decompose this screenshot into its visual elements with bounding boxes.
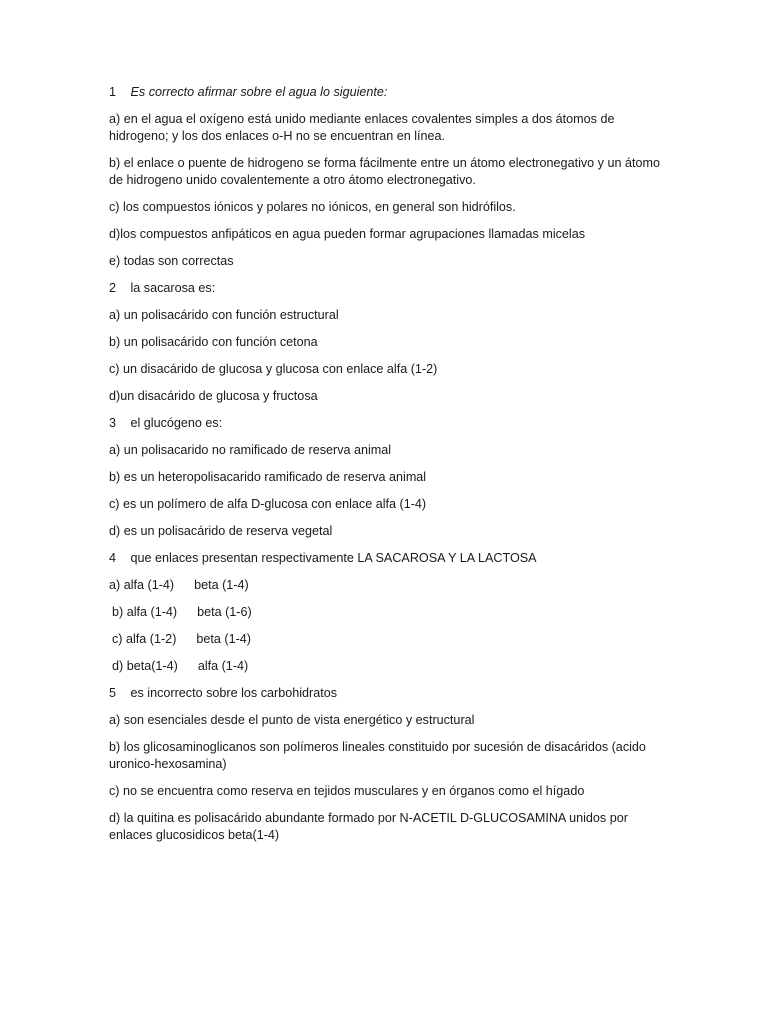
question-number: 1 xyxy=(109,85,117,99)
question-number: 2 xyxy=(109,281,117,295)
question-3-title xyxy=(109,415,669,431)
question-2-option-c: c) un disacárido de glucosa y glucosa con enlace alfa (1-2) xyxy=(109,362,438,376)
question-3-option-c: c) es un polímero de alfa D-glucosa con enlace alfa (1-4) xyxy=(109,497,427,511)
question-1-option-d: d)los compuestos anfipáticos en agua pueden formar agrupaciones llamadas micelas xyxy=(109,227,586,241)
option-second-bond: beta (1-6) xyxy=(197,605,252,619)
question-5-option-c: c) no se encuentra como reserva en tejidos musculares y en órganos como el hígado xyxy=(109,784,585,798)
question-5-title xyxy=(109,685,669,701)
option-second-bond: alfa (1-4) xyxy=(197,659,249,673)
question-text: la sacarosa es: xyxy=(130,281,216,295)
question-text: el glucógeno es: xyxy=(130,416,223,430)
question-4-option-d xyxy=(109,658,669,675)
question-4-option-b xyxy=(109,604,669,621)
question-2-title xyxy=(109,280,669,296)
question-text: que enlaces presentan respectivamente LA SACAROSA Y LA LACTOSA xyxy=(130,551,537,565)
option-second-bond: beta (1-4) xyxy=(196,632,251,646)
question-4-option-c xyxy=(109,631,669,648)
question-1-title xyxy=(109,84,669,100)
question-1-option-c: c) los compuestos iónicos y polares no iónicos, en general son hidrófilos. xyxy=(109,200,516,214)
option-first-bond: a) alfa (1-4) xyxy=(109,578,175,592)
option-first-bond: c) alfa (1-2) xyxy=(112,632,177,646)
question-5-option-a: a) son esenciales desde el punto de vista energético y estructural xyxy=(109,713,475,727)
question-1-option-e: e) todas son correctas xyxy=(109,254,234,268)
quiz-content xyxy=(109,84,669,854)
question-text: es incorrecto sobre los carbohidratos xyxy=(130,686,337,700)
question-3-option-b: b) es un heteropolisacarido ramificado de reserva animal xyxy=(109,470,427,484)
question-3-option-d: d) es un polisacárido de reserva vegetal xyxy=(109,524,333,538)
question-2-option-d: d)un disacárido de glucosa y fructosa xyxy=(109,389,318,403)
question-1-option-a: a) en el agua el oxígeno está unido mediante enlaces covalentes simples a dos átomos de hidrogeno; y los dos enlaces o-H no se encuentran en línea. xyxy=(109,112,615,143)
question-4-title xyxy=(109,550,669,566)
question-4-option-a xyxy=(109,577,669,594)
question-2-option-a: a) un polisacárido con función estructural xyxy=(109,308,339,322)
question-5-option-d: d) la quitina es polisacárido abundante formado por N-ACETIL D-GLUCOSAMINA unidos por enlaces glucosidicos beta(1-4) xyxy=(109,811,628,842)
question-1-option-b: b) el enlace o puente de hidrogeno se forma fácilmente entre un átomo electronegativo y un átomo de hidrogeno unido covalentemente a otro átomo electronegativo. xyxy=(109,156,660,187)
option-first-bond: b) alfa (1-4) xyxy=(112,605,178,619)
question-number: 4 xyxy=(109,551,117,565)
question-number: 5 xyxy=(109,686,117,700)
question-number: 3 xyxy=(109,416,117,430)
question-5-option-b: b) los glicosaminoglicanos son polímeros lineales constituido por sucesión de disacáridos (acido uronico-hexosamina) xyxy=(109,740,646,771)
question-2-option-b: b) un polisacárido con función cetona xyxy=(109,335,318,349)
option-second-bond: beta (1-4) xyxy=(194,578,249,592)
option-first-bond: d) beta(1-4) xyxy=(112,659,178,673)
question-text: Es correcto afirmar sobre el agua lo siguiente: xyxy=(130,85,388,99)
question-3-option-a: a) un polisacarido no ramificado de reserva animal xyxy=(109,443,392,457)
